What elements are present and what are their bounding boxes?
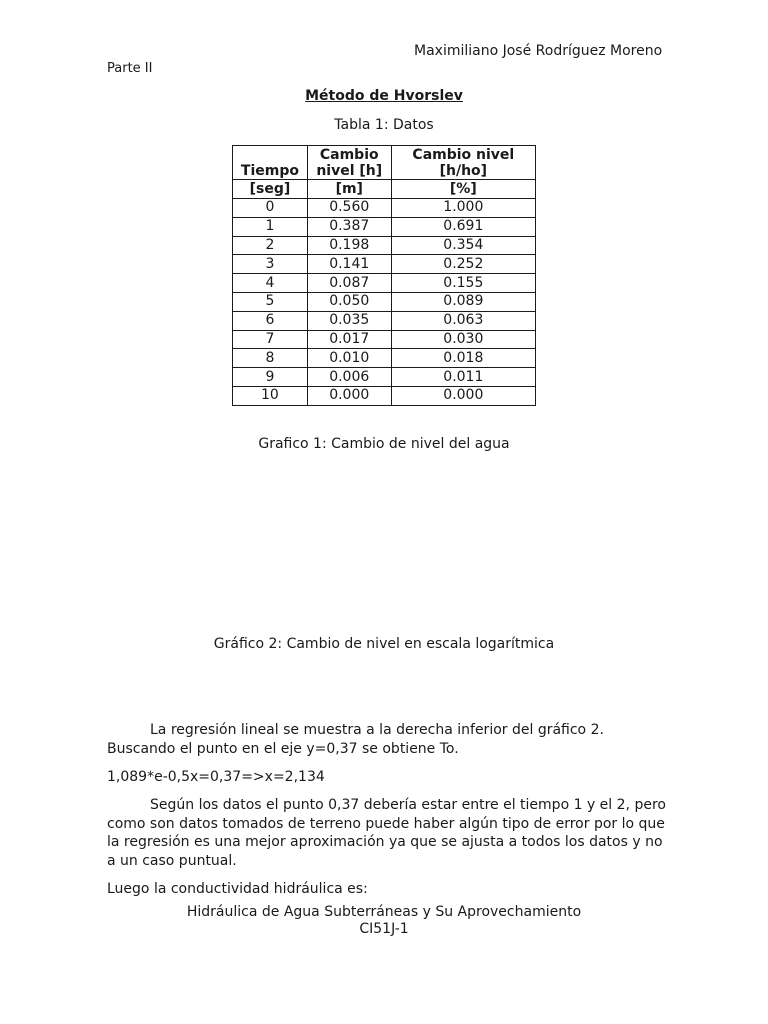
- document-title-text: Método de Hvorslev: [305, 88, 463, 104]
- cell-time: 1: [233, 217, 308, 236]
- cell-ratio: 0.000: [391, 386, 535, 405]
- page-footer: [0, 904, 768, 938]
- cell-ratio: 0.155: [391, 274, 535, 293]
- cell-level: 0.387: [307, 217, 391, 236]
- cell-level: 0.198: [307, 236, 391, 255]
- paragraph-analysis: [107, 796, 667, 870]
- cell-ratio: 0.030: [391, 330, 535, 349]
- table-body: [233, 199, 536, 406]
- table-row: [233, 217, 536, 236]
- header-time: Tiempo: [233, 146, 308, 180]
- cell-ratio: 0.018: [391, 349, 535, 368]
- cell-level: 0.010: [307, 349, 391, 368]
- cell-time: 5: [233, 292, 308, 311]
- cell-ratio: 0.063: [391, 311, 535, 330]
- paragraph-regression: [107, 721, 667, 758]
- cell-ratio: 0.354: [391, 236, 535, 255]
- cell-level: 0.006: [307, 368, 391, 387]
- unit-time: [seg]: [233, 180, 308, 199]
- table-row: [233, 199, 536, 218]
- table-row: [233, 349, 536, 368]
- cell-level: 0.087: [307, 274, 391, 293]
- cell-level: 0.035: [307, 311, 391, 330]
- footer-course-title: Hidráulica de Agua Subterráneas y Su Aprovechamiento: [186, 904, 582, 920]
- author-name: Maximiliano José Rodríguez Moreno: [414, 43, 663, 59]
- paragraph-conductivity: Luego la conductividad hidráulica es:: [107, 881, 368, 897]
- part-label: Parte II: [107, 61, 153, 76]
- cell-level: 0.000: [307, 386, 391, 405]
- cell-time: 8: [233, 349, 308, 368]
- graph1-caption: Grafico 1: Cambio de nivel del agua: [258, 436, 510, 452]
- cell-ratio: 0.252: [391, 255, 535, 274]
- table-row: [233, 292, 536, 311]
- table-row: [233, 236, 536, 255]
- cell-time: 6: [233, 311, 308, 330]
- cell-ratio: 0.691: [391, 217, 535, 236]
- table-row: [233, 368, 536, 387]
- cell-time: 0: [233, 199, 308, 218]
- cell-ratio: 0.011: [391, 368, 535, 387]
- header-level: Cambio nivel [h]: [307, 146, 391, 180]
- table-units-row: [233, 180, 536, 199]
- graph2-caption: Gráfico 2: Cambio de nivel en escala logarítmica: [213, 636, 555, 652]
- cell-time: 2: [233, 236, 308, 255]
- unit-level: [m]: [307, 180, 391, 199]
- cell-time: 4: [233, 274, 308, 293]
- cell-time: 3: [233, 255, 308, 274]
- table-row: [233, 330, 536, 349]
- footer-course-code: CI51J-1: [359, 921, 409, 937]
- cell-ratio: 1.000: [391, 199, 535, 218]
- header-ratio: Cambio nivel [h/ho]: [391, 146, 535, 180]
- unit-ratio: [%]: [391, 180, 535, 199]
- table-row: [233, 255, 536, 274]
- cell-ratio: 0.089: [391, 292, 535, 311]
- table-caption: Tabla 1: Datos: [334, 117, 434, 133]
- equation-line: 1,089*e-0,5x=0,37=>x=2,134: [107, 769, 325, 785]
- data-table: [232, 145, 536, 406]
- cell-time: 7: [233, 330, 308, 349]
- table-header-row: [233, 146, 536, 180]
- paragraph-analysis-text: Según los datos el punto 0,37 debería estar entre el tiempo 1 y el 2, pero como son datos tomados de terreno puede haber algún tipo de error por lo que la regresión es una mejor aproximación ya que se ajusta a todos los datos y no a un caso puntual.: [107, 797, 666, 869]
- cell-level: 0.050: [307, 292, 391, 311]
- paragraph-regression-text: La regresión lineal se muestra a la derecha inferior del gráfico 2. Buscando el punto en el eje y=0,37 se obtiene To.: [107, 722, 604, 757]
- table-row: [233, 274, 536, 293]
- cell-level: 0.560: [307, 199, 391, 218]
- cell-time: 9: [233, 368, 308, 387]
- table-row: [233, 386, 536, 405]
- document-title: [0, 88, 768, 104]
- cell-level: 0.017: [307, 330, 391, 349]
- cell-time: 10: [233, 386, 308, 405]
- cell-level: 0.141: [307, 255, 391, 274]
- table-row: [233, 311, 536, 330]
